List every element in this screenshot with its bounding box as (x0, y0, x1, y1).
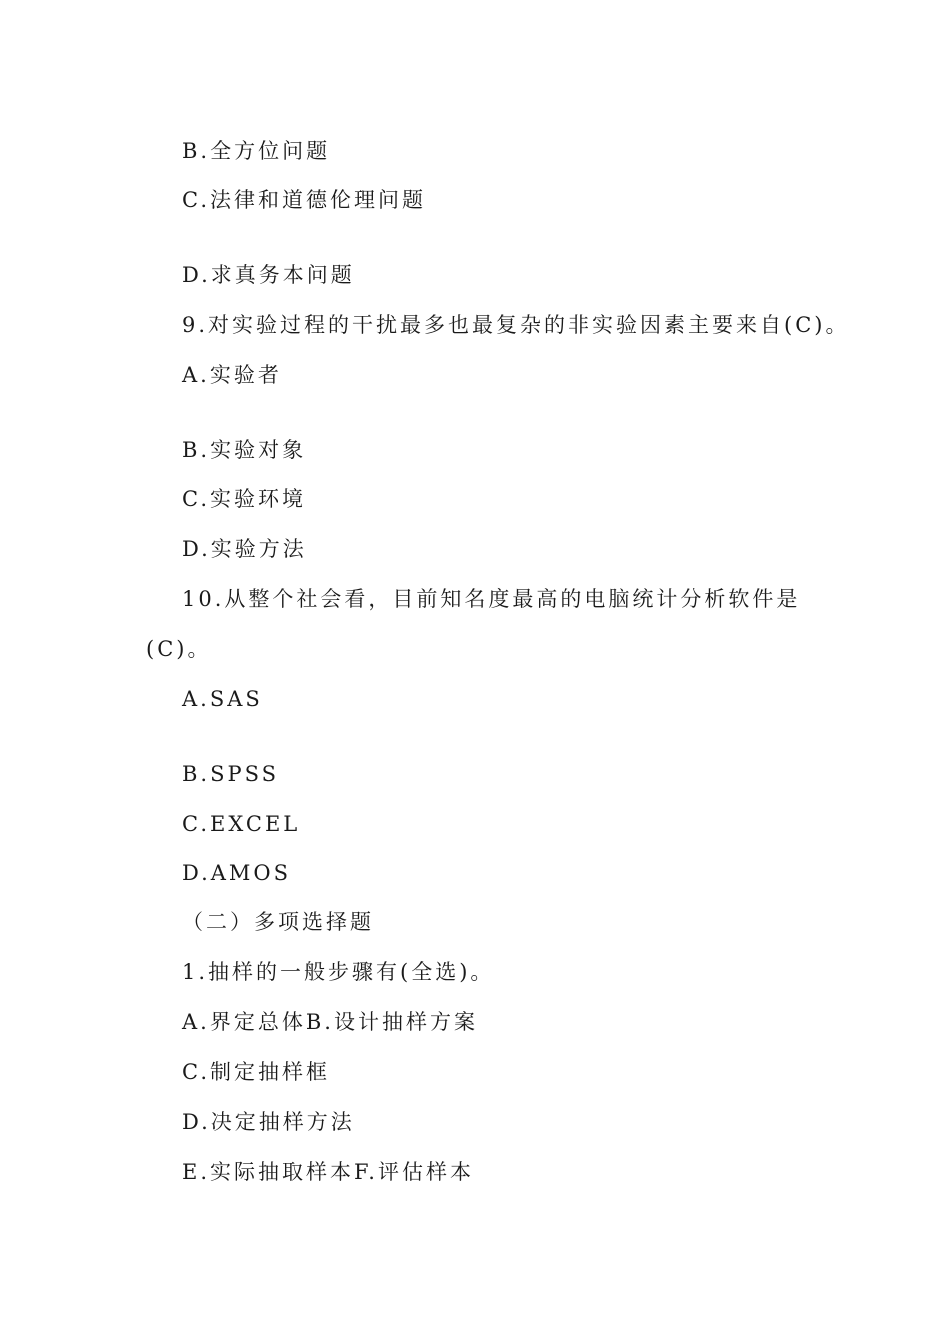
q9-option-c: C.实验环境 (182, 487, 306, 511)
q9-option-a: A.实验者 (182, 363, 282, 387)
m1-option-d: D.决定抽样方法 (182, 1110, 355, 1134)
q8-option-c: C.法律和道德伦理问题 (182, 188, 426, 212)
section-heading-multiple-choice: （二）多项选择题 (182, 910, 374, 934)
q9-option-b: B.实验对象 (182, 438, 307, 462)
q8-option-b: B.全方位问题 (182, 139, 331, 163)
m1-option-c: C.制定抽样框 (182, 1060, 330, 1084)
multi-question-1: 1.抽样的一般步骤有(全选)。 (182, 960, 495, 984)
q10-option-a: A.SAS (182, 687, 263, 711)
q10-option-b: B.SPSS (182, 762, 280, 786)
q10-option-d: D.AMOS (182, 861, 292, 885)
m1-options-a-b: A.界定总体B.设计抽样方案 (182, 1010, 478, 1034)
question-10: 10.从整个社会看，目前知名度最高的电脑统计分析软件是 (182, 587, 801, 611)
q9-option-d: D.实验方法 (182, 537, 307, 561)
question-10-continuation: (C)。 (146, 637, 212, 661)
q8-option-d: D.求真务本问题 (182, 263, 355, 287)
m1-options-e-f: E.实际抽取样本F.评估样本 (182, 1160, 474, 1184)
q10-option-c: C.EXCEL (182, 812, 301, 836)
question-9: 9.对实验过程的干扰最多也最复杂的非实验因素主要来自(C)。 (182, 313, 850, 337)
